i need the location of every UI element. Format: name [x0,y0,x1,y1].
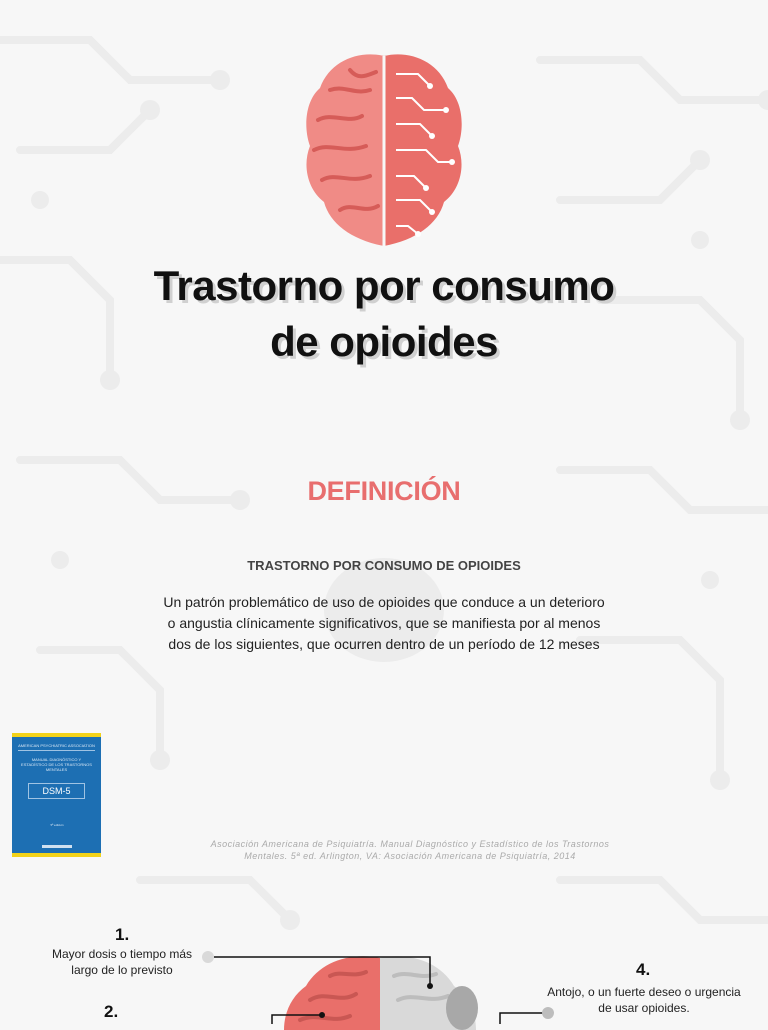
definition-subtitle: TRASTORNO POR CONSUMO DE OPIOIDES [247,558,521,573]
book-publisher: AMERICAN PSYCHIATRIC ASSOCIATION [18,743,95,751]
brain-icon [270,950,510,1030]
criterion-1-number: 1. [115,925,130,944]
title-line-2: de opioides [270,318,498,365]
definition-body: Un patrón problemático de uso de opioides que conduce a un deterioro o angustia clínicamente significativos, que se manifiesta por al menos dos de los siguientes, que ocurren dentro de un período de 12 meses [163,594,605,652]
criterion-2-number: 2. [104,1002,119,1021]
criterion-4-number: 4. [636,960,651,979]
publisher-logo-icon [42,845,72,848]
brain-circuit-icon [300,50,468,252]
book-subtitle: MANUAL DIAGNÓSTICO Y ESTADÍSTICO DE LOS TRASTORNOS MENTALES [21,757,92,772]
section-heading: DEFINICIÓN [307,476,461,506]
criterion-1-text: Mayor dosis o tiempo más largo de lo previsto [51,947,193,977]
book-edition: 5ª edición [50,823,64,827]
book-title: DSM-5 [28,783,85,799]
citation: Asociación Americana de Psiquiatría. Manual Diagnóstico y Estadístico de los Trastornos Mentales. 5ª ed. Arlington, VA: Asociación Americana de Psiquiatría, 2014 [210,839,610,861]
page-title [0,258,768,370]
dsm5-book-cover [12,733,101,857]
criterion-4-text: Antojo, o un fuerte deseo o urgencia de usar opioides. [547,985,741,1015]
title-line-1: Trastorno por consumo [153,262,615,309]
